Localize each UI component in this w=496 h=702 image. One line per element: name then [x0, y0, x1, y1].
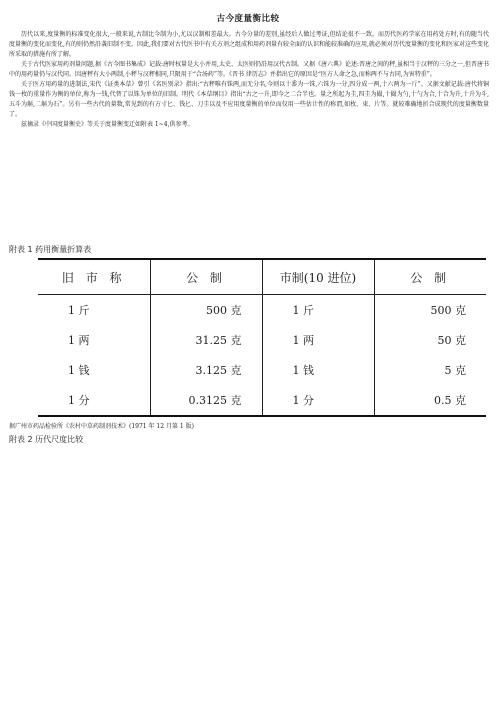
paragraph-4: 兹摘录《中国度量衡史》等关于度量衡变迁如附表 1~4,供参考。 [21, 121, 194, 128]
table-row [38, 325, 486, 355]
table-cell: 1 钱 [262, 355, 374, 385]
table1-caption: 附表 1 药用衡量折算表 [9, 245, 92, 254]
table-header-cell: 公 制 [374, 259, 486, 295]
table-cell: 1 分 [262, 385, 374, 416]
table-cell: 1 两 [68, 334, 90, 347]
table-header-cell: 旧 市 称 [38, 259, 150, 295]
table-header-cell: 市制(10 进位) [262, 259, 374, 295]
table-cell: 50 克 [374, 325, 486, 355]
paragraph-1: 历代以来,度量衡的标准变化很大,一般来说,古制比今制为小,尤以汉制相差最大。古今分量的差别,虽经后人做过考证,但结论很不一致。而历代医药学家在用药处方时,有的随当代度量衡的变化而变化,有的则仍然沿袭旧制不变。因此,我们要对古代医书中有关方剂之组成和用药剂量有较全面的认识和能较准确的应用,就必须对历代度量衡的变化和医家对这些变化所采取的措施有所了解。 [9, 31, 489, 58]
document-body [9, 30, 489, 130]
paragraph-2: 关于古代医家用药剂量问题,据《古今图书集成》记载:唐时权量是大小并用,太史、太医则仍沿用汉代古制。又据《唐六典》论述:晋唐之间的秤,虽相当于汉秤的三分之一,但晋唐书中的用药量仍与汉代同。因唐秤有大小两制,小秤与汉秤相同,只限用于“合汤药”等。《晋书 律历志》并指出它的原因是“医方人命之急,而称两不与古同,为害特重”。 [9, 61, 489, 78]
table-cell: 5 克 [374, 355, 486, 385]
table-cell: 1 分 [68, 394, 90, 407]
table-header-row [38, 259, 486, 295]
table-cell: 1 斤 [262, 295, 374, 326]
paragraph-3: 关于医方用药量的进制法,宋代《证类本草》曾引《名医别录》指出:“古秤唯有铢两,而无分名,今则以十黍为一铢,六铢为一分,四分成一两,十六两为一斤”。又据文献记载:唐代将铜钱一枚的重量作为衡的单位,称为一钱,代替了以铢为单位的旧制。明代《本草纲目》指出“古之一升,即今之二合半也。量之所起为圭,四圭为撮,十撮为勺,十勺为合,十合为升,十升为斗,五斗为斛,二斛为石”。另有一些古代的量数,常见到的有方寸匕、钱匕、刀圭以及不应用度量衡的单位而仅用一些估计性的称谓,如枚、束、片等。就较难确地折合成现代的度量衡数量了。 [9, 81, 489, 118]
table-row [38, 355, 486, 385]
table-cell: 500 克 [150, 295, 262, 326]
table-cell: 1 钱 [68, 364, 90, 377]
table-cell: 0.3125 克 [150, 385, 262, 416]
table2-caption: 附表 2 历代尺度比较 [9, 435, 84, 444]
table-cell: 0.5 克 [374, 385, 486, 416]
table-cell: 1 两 [262, 325, 374, 355]
table-row [38, 295, 486, 326]
table-cell: 1 斤 [68, 304, 90, 317]
table-row [38, 385, 486, 416]
table1-container [38, 258, 486, 416]
conversion-table [38, 258, 486, 417]
document-title: 古今度量衡比较 [216, 14, 280, 24]
table-header-cell: 公 制 [150, 259, 262, 295]
table-cell: 500 克 [374, 295, 486, 326]
source-note: 据广州市药品检验所《农村中草药制剂技术》(1971 年 12 月第 1 版) [9, 423, 194, 430]
table-cell: 31.25 克 [150, 325, 262, 355]
table-cell: 3.125 克 [150, 355, 262, 385]
